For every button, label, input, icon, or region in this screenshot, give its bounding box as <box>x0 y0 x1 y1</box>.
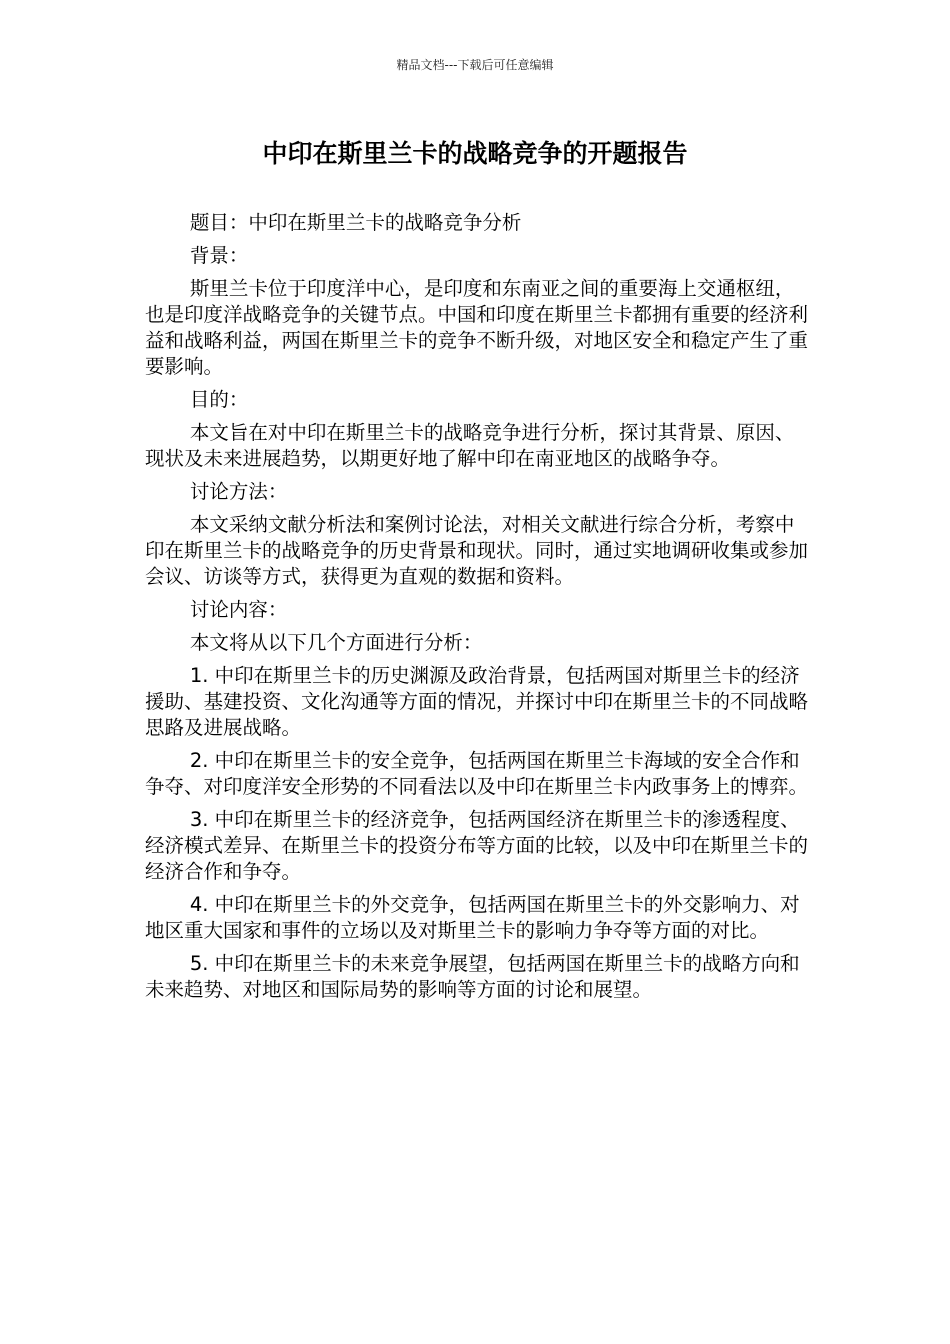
document-title: 中印在斯里兰卡的战略竞争的开题报告 <box>262 139 688 168</box>
section-heading-purpose: 目的： <box>189 388 249 411</box>
section-heading-background: 背景： <box>189 244 249 267</box>
content-item-1: 1. 中印在斯里兰卡的历史渊源及政治背景，包括两国对斯里兰卡的经济援助、基建投资、文化沟通等方面的情况，并探讨中印在斯里兰卡的不同战略思路及进展战略。 <box>145 664 809 739</box>
method-paragraph: 本文采纳文献分析法和案例讨论法，对相关文献进行综合分析，考察中印在斯里兰卡的战略竞争的历史背景和现状。同时，通过实地调研收集或参加会议、访谈等方式，获得更为直观的数据和资料。 <box>145 513 809 588</box>
section-heading-method: 讨论方法： <box>189 480 288 503</box>
content-item-5: 5. 中印在斯里兰卡的未来竞争展望，包括两国在斯里兰卡的战略方向和未来趋势、对地区和国际局势的影响等方面的讨论和展望。 <box>145 952 800 1001</box>
document-body <box>145 210 809 1010</box>
content-intro: 本文将从以下几个方面进行分析： <box>189 631 483 654</box>
topic-line: 题目：中印在斯里兰卡的战略竞争分析 <box>189 211 522 234</box>
purpose-paragraph: 本文旨在对中印在斯里兰卡的战略竞争进行分析，探讨其背景、原因、现状及未来进展趋势，以期更好地了解中印在南亚地区的战略争夺。 <box>145 421 795 470</box>
content-item-3: 3. 中印在斯里兰卡的经济竞争，包括两国经济在斯里兰卡的渗透程度、经济模式差异、在斯里兰卡的投资分布等方面的比较，以及中印在斯里兰卡的经济合作和争夺。 <box>145 808 809 883</box>
section-heading-content: 讨论内容： <box>189 598 288 621</box>
background-paragraph: 斯里兰卡位于印度洋中心，是印度和东南亚之间的重要海上交通枢纽，也是印度洋战略竞争的关键节点。中国和印度在斯里兰卡都拥有重要的经济利益和战略利益，两国在斯里兰卡的竞争不断升级，对地区安全和稳定产生了重要影响。 <box>145 277 809 378</box>
content-item-4: 4. 中印在斯里兰卡的外交竞争，包括两国在斯里兰卡的外交影响力、对地区重大国家和事件的立场以及对斯里兰卡的影响力争夺等方面的对比。 <box>145 893 800 942</box>
header-note: 精品文档---下载后可任意编辑 <box>396 58 554 72</box>
content-item-2: 2. 中印在斯里兰卡的安全竞争，包括两国在斯里兰卡海域的安全合作和争夺、对印度洋安全形势的不同看法以及中印在斯里兰卡内政事务上的博弈。 <box>145 749 809 798</box>
